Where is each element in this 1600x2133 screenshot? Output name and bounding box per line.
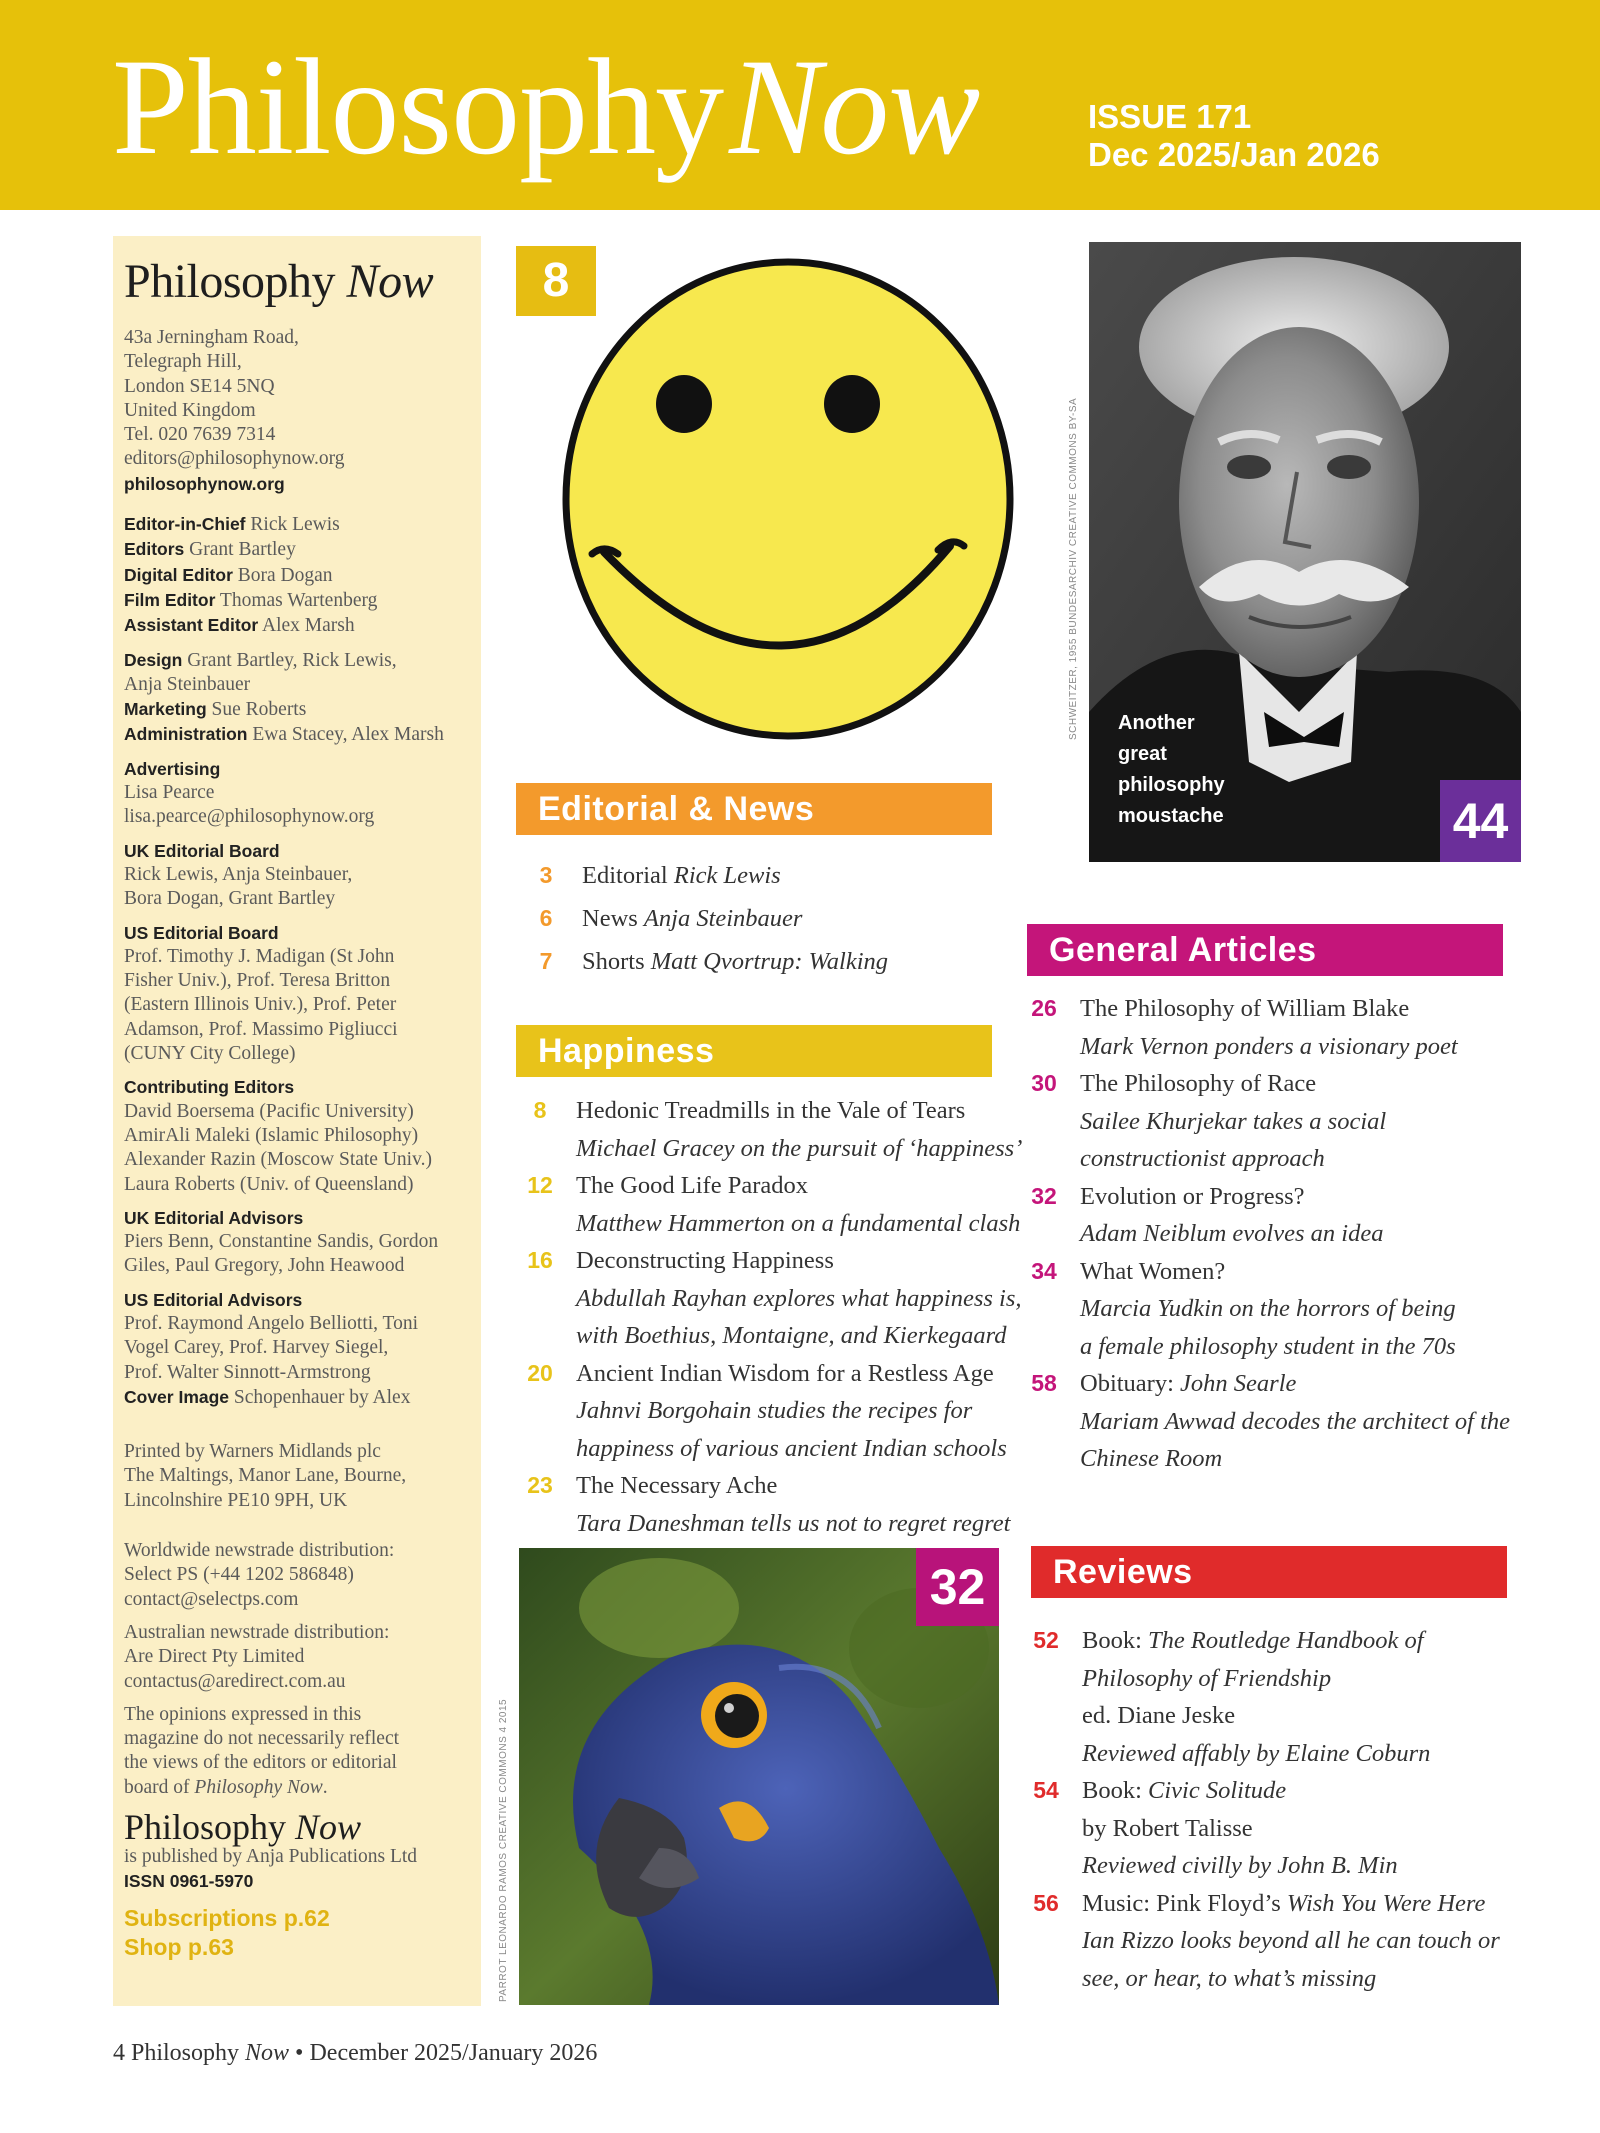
toc-item-pink-floyd[interactable]: 56 Music: Pink Floyd’s Wish You Were Here Ian Rizzo looks beyond all he can touch or see, or hear, to what’s missing: [1033, 1889, 1500, 1992]
page-badge-8[interactable]: 8: [516, 246, 596, 316]
advertising-email-link[interactable]: lisa.pearce@philosophynow.org: [124, 806, 375, 828]
section-header-editorial: Editorial & News: [516, 783, 992, 835]
email-link[interactable]: editors@philosophynow.org: [124, 448, 345, 470]
happiness-list: [518, 1092, 1022, 1542]
toc-item-hedonic-treadmills[interactable]: 8 Hedonic Treadmills in the Vale of Tears Michael Gracey on the pursuit of ‘happiness’: [533, 1097, 1023, 1162]
page-footer: 4 Philosophy Now • December 2025/January 2026: [113, 2040, 598, 2066]
australian-distribution: Australian newstrade distribution: Are Direct Pty Limited contactus@aredirect.com.au: [124, 1621, 474, 1694]
footer-date: December 2025/January 2026: [309, 2040, 598, 2066]
portrait-photo-credit: SCHWEITZER, 1955 BUNDESARCHIV CREATIVE COMMONS BY-SA: [1068, 397, 1079, 740]
toc-item-deconstructing-happiness[interactable]: 16 Deconstructing Happiness Abdullah Rayhan explores what happiness is, with Boethius, Montaigne, and Kierkegaard: [527, 1247, 1022, 1349]
toc-item-editorial[interactable]: 3 Editorial Rick Lewis: [539, 862, 781, 889]
toc-item-evolution-or-progress[interactable]: 32 Evolution or Progress? Adam Neiblum evolves an idea: [1031, 1182, 1384, 1247]
smiley-face-image: [558, 254, 1018, 744]
toc-item-obituary-searle[interactable]: 58 Obituary: John Searle Mariam Awwad decodes the architect of the Chinese Room: [1031, 1370, 1511, 1472]
advertising-block: Advertising Lisa Pearce lisa.pearce@philosophynow.org: [124, 757, 474, 830]
toc-item-ancient-indian-wisdom[interactable]: 20 Ancient Indian Wisdom for a Restless Age Jahnvi Borgohain studies the recipes for happiness of various ancient Indian schools: [527, 1359, 1007, 1462]
issue-info: [1088, 98, 1380, 174]
us-advisors-block: US Editorial Advisors Prof. Raymond Angelo Belliotti, Toni Vogel Carey, Prof. Harvey Siegel, Prof. Walter Sinnott-Armstrong Cover Image Schopenhauer by Alex: [124, 1289, 419, 1408]
editorial-list: [524, 854, 888, 983]
uk-advisors-block: UK Editorial Advisors Piers Benn, Constantine Sandis, Gordon Giles, Paul Gregory, John Heawood: [124, 1207, 439, 1277]
issue-number: ISSUE 171: [1088, 98, 1252, 135]
toc-item-routledge-friendship[interactable]: 52 Book: The Routledge Handbook of Philosophy of Friendship ed. Diane Jeske Reviewed affably by Elaine Coburn: [1033, 1627, 1431, 1767]
general-list: [1022, 990, 1510, 1478]
section-header-general: General Articles: [1027, 924, 1503, 976]
toc-item-necessary-ache[interactable]: 23 The Necessary Ache Tara Daneshman tells us not to regret regret: [527, 1472, 1011, 1537]
aredirect-email-link[interactable]: contactus@aredirect.com.au: [124, 1670, 346, 1692]
website-link[interactable]: philosophynow.org: [124, 473, 285, 494]
issue-date: Dec 2025/Jan 2026: [1088, 136, 1380, 173]
toc-item-civic-solitude[interactable]: 54 Book: Civic Solitude by Robert Talisse Reviewed civilly by John B. Min: [1033, 1777, 1398, 1879]
worldwide-distribution: Worldwide newstrade distribution: Select PS (+44 1202 586848) contact@selectps.com: [124, 1539, 474, 1612]
folio-number: 4: [113, 2040, 125, 2066]
design-block: Design Grant Bartley, Rick Lewis, Anja Steinbauer Marketing Sue Roberts Administration Ewa Stacey, Alex Marsh: [124, 649, 444, 746]
sidebar-logo: Philosophy Now: [124, 255, 434, 308]
section-header-happiness: Happiness: [516, 1025, 992, 1077]
page-badge-32[interactable]: 32: [916, 1548, 999, 1626]
address-block: 43a Jerningham Road, Telegraph Hill, London SE14 5NQ United Kingdom Tel. 020 7639 7314 editors@philosophynow.org philosophynow.org: [124, 326, 474, 496]
uk-board-block: UK Editorial Board Rick Lewis, Anja Steinbauer, Bora Dogan, Grant Bartley: [124, 840, 353, 910]
publisher-line: is published by Anja Publications Ltd: [124, 1846, 418, 1868]
contributing-editors-block: Contributing Editors David Boersema (Pacific University) AmirAli Maleki (Islamic Philosophy) Alexander Razin (Moscow State Univ.) Laura Roberts (Univ. of Queensland): [124, 1077, 432, 1195]
shop-link[interactable]: Shop p.63: [124, 1933, 234, 1960]
opinions-disclaimer: The opinions expressed in this magazine do not necessarily reflect the views of the editors or editorial board of Philosophy Now.: [124, 1703, 400, 1798]
subscriptions-link[interactable]: Subscriptions p.62: [124, 1904, 330, 1931]
masthead-sidebar: [113, 236, 481, 2006]
sidebar-logo-small: Philosophy Now: [124, 1807, 362, 1848]
issn: ISSN 0961-5970: [124, 1871, 254, 1892]
selectps-email-link[interactable]: contact@selectps.com: [124, 1588, 299, 1610]
toc-item-william-blake[interactable]: 26 The Philosophy of William Blake Mark Vernon ponders a visionary poet: [1031, 995, 1458, 1060]
portrait-caption: Another great philosophy moustache: [1118, 712, 1225, 827]
staff-list: Editor-in-Chief Rick Lewis Editors Grant Bartley Digital Editor Bora Dogan Film Editor Thomas Wartenberg Assistant Editor Alex Marsh: [124, 514, 378, 637]
printer-block: Printed by Warners Midlands plc The Maltings, Manor Lane, Bourne, Lincolnshire PE10 9PH, UK: [124, 1441, 407, 1511]
toc-item-shorts[interactable]: 7 Shorts Matt Qvortrup: Walking: [539, 948, 889, 975]
toc-item-news[interactable]: 6 News Anja Steinbauer: [539, 905, 803, 932]
toc-item-what-women[interactable]: 34 What Women? Marcia Yudkin on the horrors of being a female philosophy student in the 70s: [1031, 1257, 1456, 1360]
us-board-block: US Editorial Board Prof. Timothy J. Madigan (St John Fisher Univ.), Prof. Teresa Britton (Eastern Illinois Univ.), Prof. Peter Adamson, Prof. Massimo Pigliucci (CUNY City College): [124, 922, 398, 1065]
masthead-title: PhilosophyNow: [112, 30, 980, 183]
toc-item-good-life-paradox[interactable]: 12 The Good Life Paradox Matthew Hammerton on a fundamental clash: [527, 1172, 1021, 1237]
toc-item-philosophy-of-race[interactable]: 30 The Philosophy of Race Sailee Khurjekar takes a social constructionist approach: [1031, 1070, 1387, 1172]
parrot-photo-credit: PARROT LEONARDO RAMOS CREATIVE COMMONS 4 2015: [498, 1698, 509, 2002]
reviews-list: [1024, 1622, 1500, 1997]
page-badge-44[interactable]: 44: [1440, 780, 1521, 862]
section-header-reviews: Reviews: [1031, 1546, 1507, 1598]
